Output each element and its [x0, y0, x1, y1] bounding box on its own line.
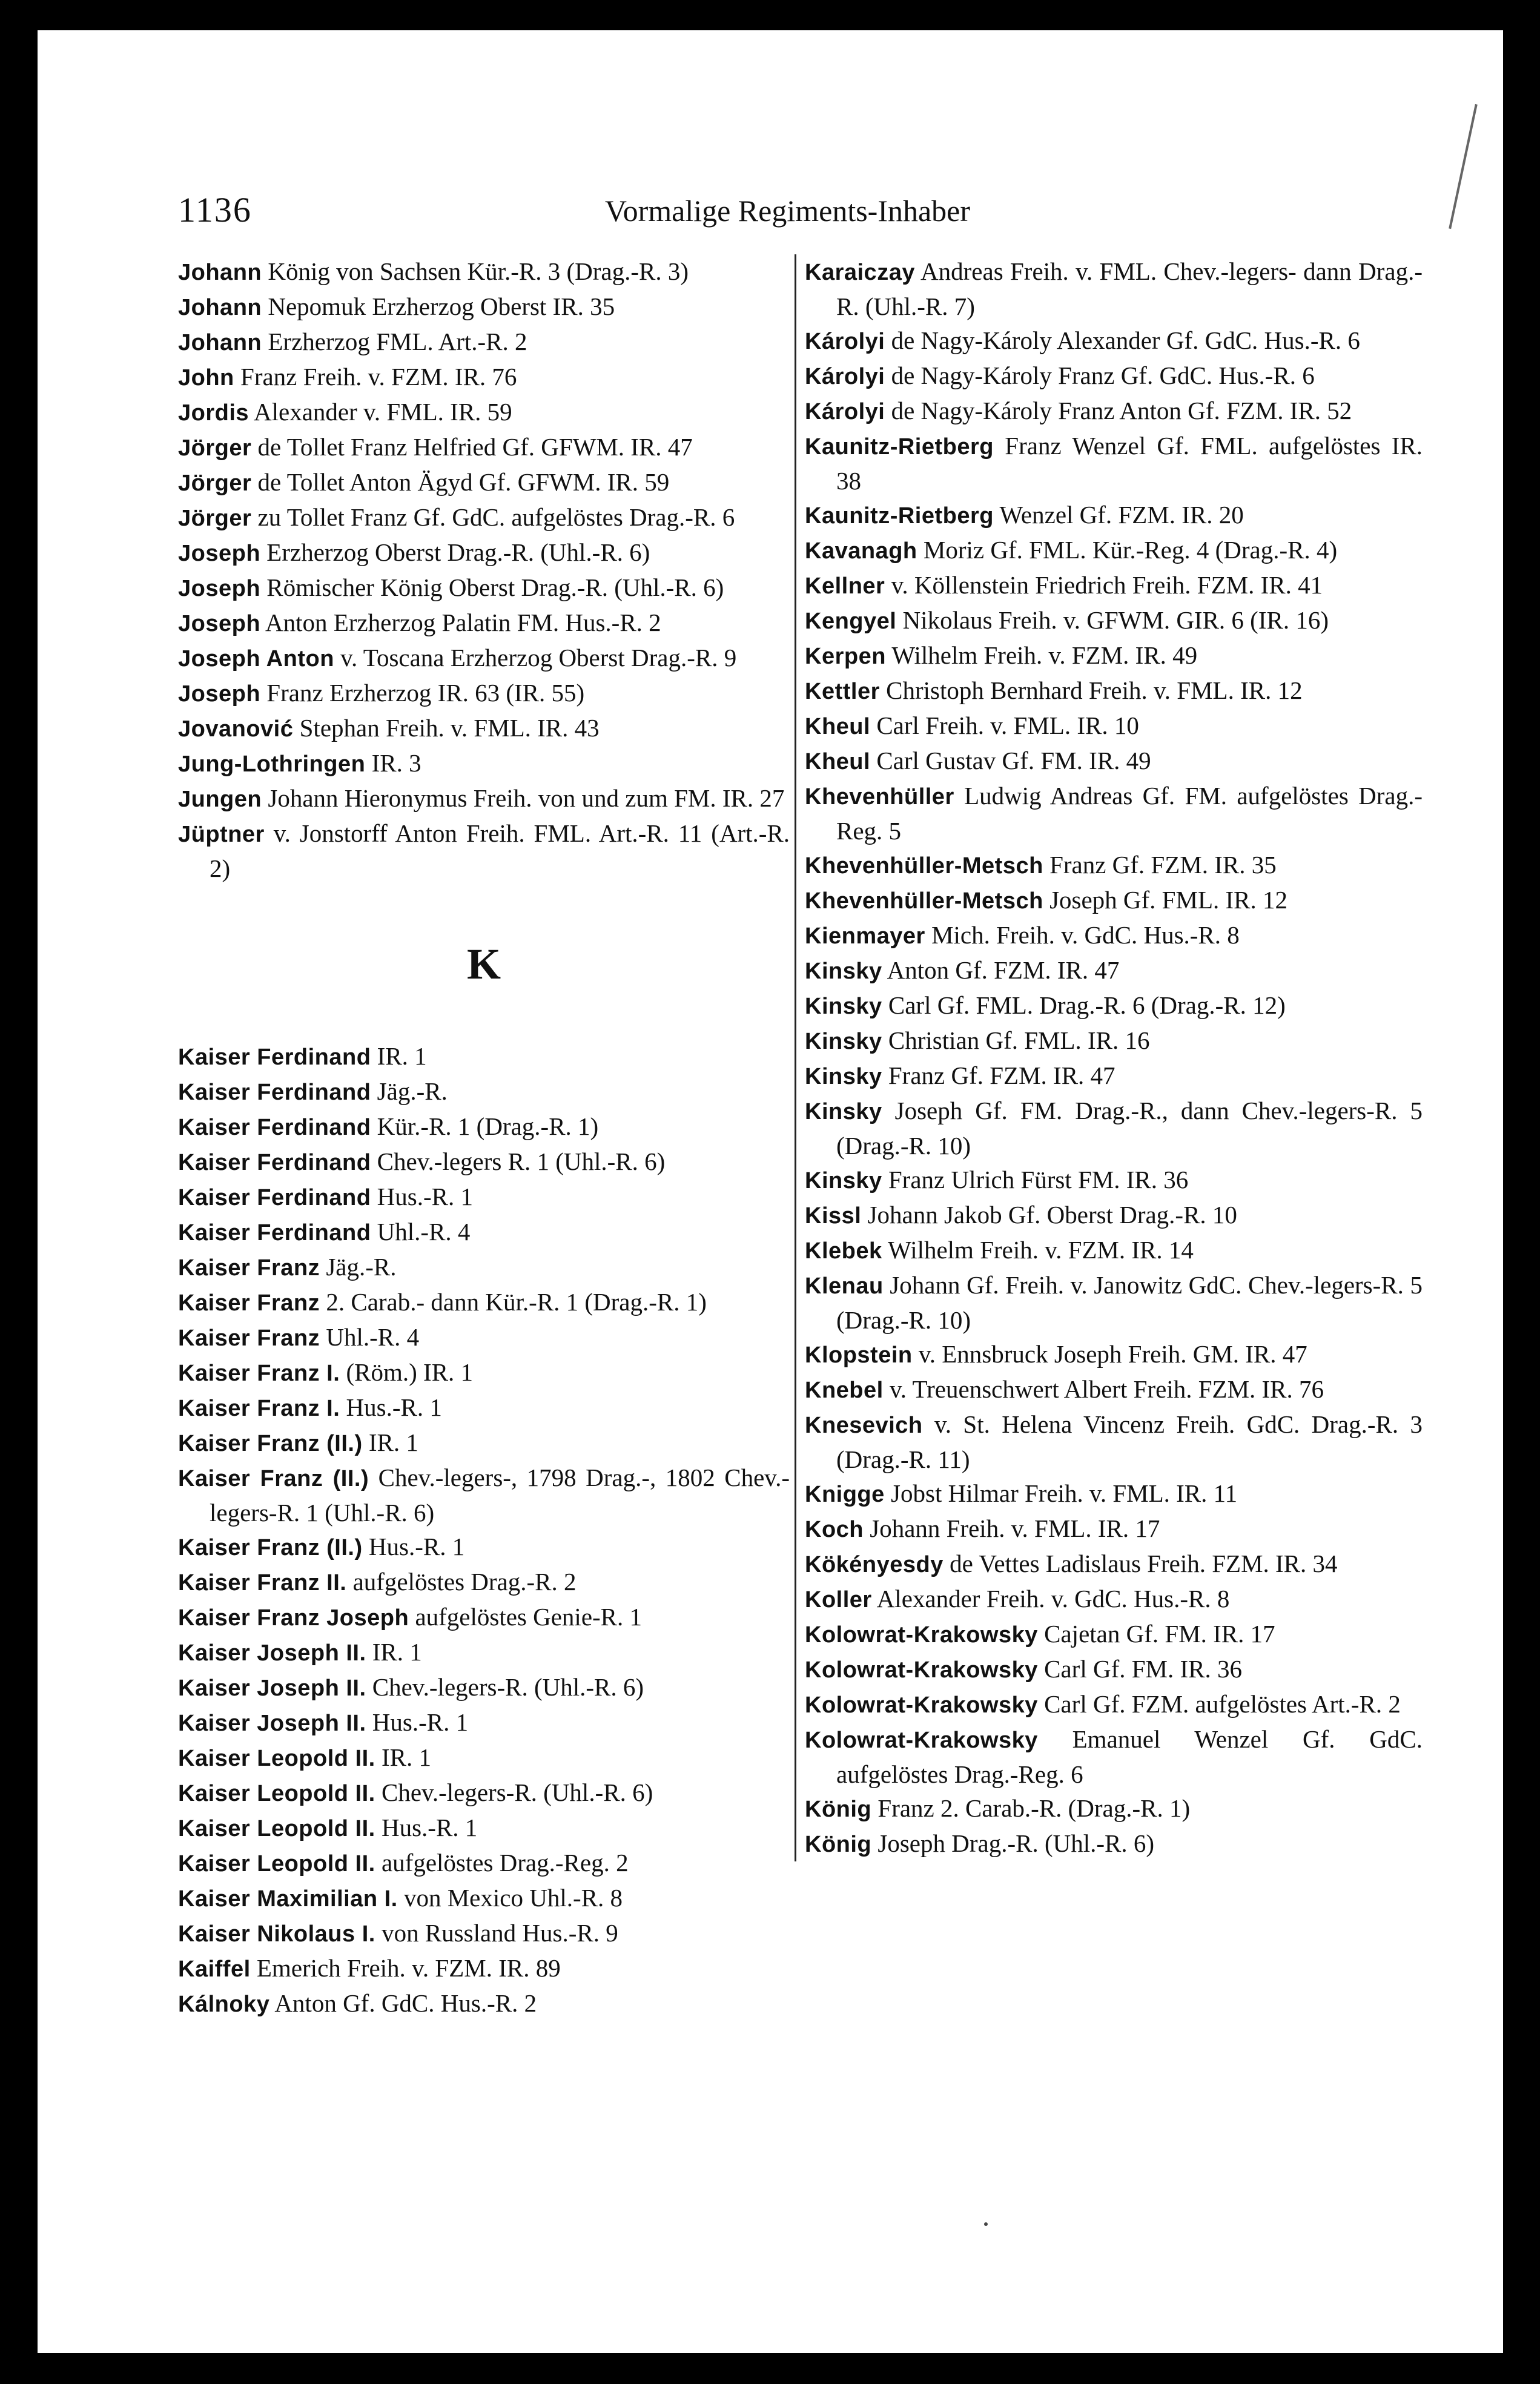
entry-detail: de Vettes Ladislaus Freih. FZM. IR. 34 — [943, 1550, 1338, 1577]
entry-name: Kaiser Franz — [178, 1326, 320, 1351]
entry-detail: de Nagy-Károly Franz Gf. GdC. Hus.-R. 6 — [885, 362, 1315, 389]
entry-name: Jörger — [178, 506, 252, 531]
entry-name: Kaiser Franz (II.) — [178, 1535, 363, 1560]
register-entry — [178, 1951, 790, 1986]
entry-name: Kinsky — [805, 994, 882, 1019]
register-entry — [805, 1687, 1423, 1722]
entry-name: Kinsky — [805, 1168, 882, 1194]
register-entry — [178, 1285, 790, 1320]
entry-detail: Christian Gf. FML. IR. 16 — [882, 1026, 1150, 1054]
register-entry — [178, 1740, 790, 1775]
entry-detail: Anton Erzherzog Palatin FM. Hus.-R. 2 — [260, 609, 661, 636]
entry-detail: IR. 1 — [362, 1428, 418, 1456]
register-entry — [805, 1547, 1423, 1582]
entry-name: Joseph — [178, 681, 261, 707]
entry-detail: Hus.-R. 1 — [375, 1814, 478, 1841]
entry-name: König — [805, 1797, 872, 1822]
register-entry — [805, 918, 1423, 953]
register-entry — [805, 848, 1423, 883]
register-entry — [178, 430, 790, 465]
entry-detail: Franz Erzherzog IR. 63 (IR. 55) — [260, 679, 585, 707]
entry-name: Jörger — [178, 471, 252, 496]
entry-name: Knigge — [805, 1482, 885, 1507]
entry-name: John — [178, 365, 234, 391]
entry-name: Klebek — [805, 1238, 882, 1264]
register-entry — [178, 1215, 790, 1250]
entry-detail: Jäg.-R. — [371, 1077, 448, 1105]
register-entry — [178, 570, 790, 606]
entry-name: Klenau — [805, 1273, 884, 1299]
entry-name: Kinsky — [805, 1029, 882, 1054]
entry-name: Jörger — [178, 435, 252, 461]
register-entry — [805, 1617, 1423, 1652]
entry-detail: Chev.-legers-R. (Uhl.-R. 6) — [366, 1673, 644, 1701]
entry-name: Kinsky — [805, 1099, 882, 1124]
register-entry — [805, 673, 1423, 708]
register-entry — [178, 816, 790, 885]
register-entry — [805, 1023, 1423, 1058]
entry-name: Kaiser Ferdinand — [178, 1080, 371, 1105]
entry-detail: Mich. Freih. v. GdC. Hus.-R. 8 — [925, 921, 1240, 949]
entry-detail: Stephan Freih. v. FML. IR. 43 — [293, 714, 600, 742]
entry-name: Joseph — [178, 576, 261, 601]
entry-name: Kaiser Franz I. — [178, 1396, 340, 1421]
register-entry — [805, 394, 1423, 429]
register-entry — [805, 568, 1423, 603]
entry-detail: Franz Freih. v. FZM. IR. 76 — [234, 363, 517, 391]
register-entry — [805, 429, 1423, 498]
entry-name: Kaiser Leopold II. — [178, 1816, 375, 1841]
register-entry — [178, 1144, 790, 1180]
register-entry — [805, 988, 1423, 1023]
entry-detail: IR. 1 — [366, 1638, 422, 1666]
entry-name: Johann — [178, 295, 262, 320]
register-entry — [178, 1320, 790, 1355]
entry-detail: Carl Gustav Gf. FM. IR. 49 — [870, 747, 1151, 774]
entry-detail: aufgelöstes Drag.-R. 2 — [346, 1568, 577, 1596]
entry-detail: Anton Gf. GdC. Hus.-R. 2 — [269, 1989, 537, 2017]
entry-name: Jung-Lothringen — [178, 751, 366, 777]
section-letter-heading: K — [466, 940, 501, 988]
register-entry — [805, 1268, 1423, 1337]
register-entry — [178, 781, 790, 816]
entry-name: Kerpen — [805, 644, 886, 669]
entry-detail: Jäg.-R. — [320, 1253, 397, 1281]
entry-detail: v. St. Helena Vincenz Freih. GdC. Drag.-R. 3 (Drag.-R. 11) — [836, 1410, 1423, 1473]
entry-detail: König von Sachsen Kür.-R. 3 (Drag.-R. 3) — [262, 257, 689, 285]
register-entry — [178, 1705, 790, 1740]
register-entry — [805, 953, 1423, 988]
register-entry — [178, 606, 790, 641]
entry-detail: Andreas Freih. v. FML. Chev.-legers- dann Drag.-R. (Uhl.-R. 7) — [836, 257, 1423, 320]
entry-name: Kavanagh — [805, 538, 917, 564]
entry-name: Khevenhüller-Metsch — [805, 888, 1043, 914]
left-column — [178, 254, 790, 2021]
entry-name: Kellner — [805, 573, 885, 599]
right-column — [795, 254, 1423, 1861]
entry-name: Klopstein — [805, 1342, 913, 1368]
register-entry — [805, 1372, 1423, 1407]
entry-detail: Franz Ulrich Fürst FM. IR. 36 — [882, 1166, 1189, 1194]
entry-detail: Ludwig Andreas Gf. FM. aufgelöstes Drag.-Reg. 5 — [836, 782, 1423, 845]
register-entry — [178, 1986, 790, 2021]
register-entry — [178, 465, 790, 500]
scan-dot — [984, 2222, 988, 2226]
entry-name: Kaiser Franz (II.) — [178, 1466, 369, 1491]
register-entry — [805, 1511, 1423, 1547]
entry-detail: Jobst Hilmar Freih. v. FML. IR. 11 — [884, 1479, 1238, 1507]
entries-k-right — [805, 254, 1423, 1861]
entry-name: Kaiser Leopold II. — [178, 1781, 375, 1806]
entry-name: Kaiser Franz II. — [178, 1570, 347, 1596]
entry-name: Knebel — [805, 1378, 884, 1403]
register-entry — [805, 358, 1423, 394]
entry-name: Kaiser Franz Joseph — [178, 1605, 409, 1631]
entry-detail: v. Treuenschwert Albert Freih. FZM. IR. 76 — [883, 1375, 1324, 1403]
entry-name: Kinsky — [805, 959, 882, 984]
entry-detail: Uhl.-R. 4 — [320, 1323, 420, 1351]
register-entry — [178, 1670, 790, 1705]
entry-name: Khevenhüller-Metsch — [805, 853, 1043, 879]
entry-name: Kökényesdy — [805, 1552, 943, 1577]
entry-detail: de Tollet Anton Ägyd Gf. GFWM. IR. 59 — [251, 468, 670, 496]
entry-detail: Anton Gf. FZM. IR. 47 — [882, 956, 1120, 984]
entry-name: Kaiser Ferdinand — [178, 1150, 371, 1175]
entry-detail: von Mexico Uhl.-R. 8 — [397, 1884, 623, 1912]
register-entry — [178, 676, 790, 711]
page-number: 1136 — [178, 190, 252, 229]
entry-name: Kolowrat-Krakowsky — [805, 1728, 1038, 1753]
running-title: Vormalige Regiments-Inhaber — [604, 194, 970, 228]
entry-detail: Johann Gf. Freih. v. Janowitz GdC. Chev.-legers-R. 5 (Drag.-R. 10) — [836, 1271, 1423, 1334]
register-entry — [805, 1198, 1423, 1233]
entry-detail: Erzherzog Oberst Drag.-R. (Uhl.-R. 6) — [260, 538, 650, 566]
entry-name: Kaiser Franz (II.) — [178, 1431, 363, 1456]
register-entry — [805, 603, 1423, 638]
register-entry — [178, 1180, 790, 1215]
entry-detail: Wenzel Gf. FZM. IR. 20 — [994, 501, 1244, 529]
register-entry — [178, 746, 790, 781]
register-entry — [805, 533, 1423, 568]
register-entry — [178, 395, 790, 430]
entry-detail: Johann Hieronymus Freih. von und zum FM. IR. 27 — [262, 784, 785, 812]
register-entry — [805, 1826, 1423, 1861]
register-entry — [805, 1163, 1423, 1198]
entry-detail: Moriz Gf. FML. Kür.-Reg. 4 (Drag.-R. 4) — [917, 536, 1338, 564]
entry-detail: Franz 2. Carab.-R. (Drag.-R. 1) — [871, 1794, 1191, 1822]
entry-name: Johann — [178, 330, 262, 355]
entry-name: Joseph — [178, 541, 261, 566]
entry-detail: Carl Freih. v. FML. IR. 10 — [870, 712, 1139, 739]
entry-name: Kaiser Franz — [178, 1290, 320, 1316]
entry-name: Joseph — [178, 611, 261, 636]
entry-name: Koch — [805, 1517, 864, 1542]
entry-detail: de Tollet Franz Helfried Gf. GFWM. IR. 47 — [251, 433, 693, 461]
register-entry — [178, 1775, 790, 1811]
register-entry — [178, 1916, 790, 1951]
entry-name: Kettler — [805, 679, 880, 704]
register-entry — [805, 1652, 1423, 1687]
entry-name: Kaiser Nikolaus I. — [178, 1921, 375, 1947]
register-entry — [805, 1582, 1423, 1617]
entry-detail: v. Ennsbruck Joseph Freih. GM. IR. 47 — [912, 1340, 1307, 1368]
entry-detail: aufgelöstes Drag.-Reg. 2 — [375, 1849, 629, 1877]
entry-detail: Carl Gf. FM. IR. 36 — [1037, 1655, 1242, 1683]
register-entry — [178, 535, 790, 570]
register-entry — [178, 289, 790, 325]
register-entry — [805, 1476, 1423, 1511]
register-entry — [178, 1355, 790, 1390]
entry-name: Kaunitz-Rietberg — [805, 503, 994, 529]
register-entry — [178, 1565, 790, 1600]
entry-detail: Johann Jakob Gf. Oberst Drag.-R. 10 — [861, 1201, 1237, 1229]
entry-name: Kheul — [805, 714, 871, 739]
entry-detail: Emerich Freih. v. FZM. IR. 89 — [250, 1954, 561, 1982]
entry-detail: Cajetan Gf. FM. IR. 17 — [1037, 1620, 1275, 1648]
entry-detail: IR. 1 — [375, 1743, 431, 1771]
entry-name: Kaiser Franz — [178, 1255, 320, 1281]
register-entry — [805, 1722, 1423, 1791]
register-entry — [178, 1109, 790, 1144]
register-entry — [178, 641, 790, 676]
entry-detail: (Röm.) IR. 1 — [340, 1358, 474, 1386]
entry-detail: Christoph Bernhard Freih. v. FML. IR. 12 — [879, 676, 1303, 704]
entry-detail: Hus.-R. 1 — [371, 1183, 473, 1210]
entry-detail: Johann Freih. v. FML. IR. 17 — [864, 1514, 1160, 1542]
register-entry — [178, 500, 790, 535]
entry-detail: Franz Wenzel Gf. FML. aufgelöstes IR. 38 — [836, 432, 1423, 495]
entry-detail: Römischer König Oberst Drag.-R. (Uhl.-R. 6) — [260, 573, 724, 601]
entry-name: Knesevich — [805, 1413, 923, 1438]
entry-detail: de Nagy-Károly Franz Anton Gf. FZM. IR. 52 — [885, 397, 1352, 424]
register-entry — [805, 1337, 1423, 1372]
entry-detail: Carl Gf. FML. Drag.-R. 6 (Drag.-R. 12) — [882, 991, 1286, 1019]
entry-name: Jordis — [178, 400, 250, 426]
entry-name: Khevenhüller — [805, 784, 954, 810]
entry-detail: von Russland Hus.-R. 9 — [375, 1919, 618, 1947]
register-entry — [178, 1600, 790, 1635]
register-entry — [178, 1846, 790, 1881]
entry-detail: zu Tollet Franz Gf. GdC. aufgelöstes Drag.-R. 6 — [251, 503, 735, 531]
entry-detail: Wilhelm Freih. v. FZM. IR. 14 — [882, 1236, 1194, 1264]
entry-detail: Joseph Drag.-R. (Uhl.-R. 6) — [871, 1829, 1155, 1857]
entry-name: Kolowrat-Krakowsky — [805, 1657, 1038, 1683]
entries-k-left — [178, 1039, 790, 2021]
book-page — [38, 30, 1503, 2353]
entry-name: Kaiser Franz I. — [178, 1361, 340, 1386]
entry-detail: v. Jonstorff Anton Freih. FML. Art.-R. 11 (Art.-R. 2) — [210, 819, 790, 882]
entry-detail: Chev.-legers R. 1 (Uhl.-R. 6) — [371, 1147, 666, 1175]
register-entry — [178, 360, 790, 395]
entry-detail: IR. 3 — [365, 749, 421, 777]
entry-detail: de Nagy-Károly Alexander Gf. GdC. Hus.-R. 6 — [885, 326, 1360, 354]
entry-name: Karaiczay — [805, 260, 915, 285]
entry-detail: IR. 1 — [371, 1042, 427, 1070]
entry-detail: Chev.-legers-, 1798 Drag.-, 1802 Chev.-legers-R. 1 (Uhl.-R. 6) — [210, 1464, 790, 1527]
register-entry — [805, 883, 1423, 918]
entry-name: König — [805, 1832, 872, 1857]
register-entry — [805, 1407, 1423, 1476]
register-entry — [178, 1811, 790, 1846]
entry-detail: v. Toscana Erzherzog Oberst Drag.-R. 9 — [334, 644, 737, 672]
register-entry — [178, 1039, 790, 1074]
entry-name: Jungen — [178, 787, 262, 812]
entry-detail: Wilhelm Freih. v. FZM. IR. 49 — [885, 641, 1198, 669]
entry-detail: Hus.-R. 1 — [362, 1533, 465, 1560]
entry-name: Kolowrat-Krakowsky — [805, 1622, 1038, 1648]
register-entry — [178, 325, 790, 360]
entry-name: Kaiser Ferdinand — [178, 1185, 371, 1210]
entry-name: Kengyel — [805, 609, 897, 634]
entry-detail: Joseph Gf. FML. IR. 12 — [1043, 886, 1287, 914]
entry-detail: aufgelöstes Genie-R. 1 — [409, 1603, 643, 1631]
entry-name: Kaiser Ferdinand — [178, 1220, 371, 1246]
register-entry — [805, 1094, 1423, 1163]
register-entry — [178, 1461, 790, 1530]
entry-detail: Chev.-legers-R. (Uhl.-R. 6) — [375, 1778, 653, 1806]
register-entry — [805, 498, 1423, 533]
entry-detail: Alexander Freih. v. GdC. Hus.-R. 8 — [871, 1585, 1230, 1613]
entry-name: Kaiser Maximilian I. — [178, 1886, 398, 1912]
register-entry — [805, 744, 1423, 779]
entry-name: Kaiser Joseph II. — [178, 1676, 366, 1701]
entry-detail: Alexander v. FML. IR. 59 — [249, 398, 512, 426]
register-entry — [805, 779, 1423, 848]
register-entry — [805, 254, 1423, 323]
entry-name: Kinsky — [805, 1064, 882, 1089]
entry-name: Koller — [805, 1587, 872, 1613]
entry-name: Károlyi — [805, 399, 885, 424]
entry-name: Kolowrat-Krakowsky — [805, 1692, 1038, 1718]
register-entry — [178, 711, 790, 746]
entry-detail: v. Köllenstein Friedrich Freih. FZM. IR. 41 — [885, 571, 1323, 599]
running-header — [38, 190, 1503, 232]
register-entry — [805, 323, 1423, 358]
entry-name: Kheul — [805, 749, 871, 774]
entry-name: Kaiser Ferdinand — [178, 1115, 371, 1140]
entry-name: Kálnoky — [178, 1992, 270, 2017]
entry-name: Kaunitz-Rietberg — [805, 434, 994, 460]
entry-name: Kaiser Joseph II. — [178, 1640, 366, 1666]
register-entry — [805, 1058, 1423, 1094]
entry-name: Kaiser Leopold II. — [178, 1851, 375, 1877]
entry-name: Kaiser Leopold II. — [178, 1746, 375, 1771]
entries-j — [178, 254, 790, 885]
register-entry — [178, 1425, 790, 1461]
entry-name: Kaiser Ferdinand — [178, 1045, 371, 1070]
entry-name: Jovanović — [178, 716, 294, 742]
entry-name: Kaiffel — [178, 1956, 251, 1982]
register-entry — [805, 638, 1423, 673]
entry-detail: Hus.-R. 1 — [366, 1708, 469, 1736]
entry-name: Jüptner — [178, 822, 265, 847]
register-entry — [805, 1233, 1423, 1268]
entry-detail: Franz Gf. FZM. IR. 47 — [882, 1062, 1115, 1089]
register-entry — [178, 254, 790, 289]
entry-name: Joseph Anton — [178, 646, 334, 672]
register-entry — [178, 1250, 790, 1285]
entry-detail: Nepomuk Erzherzog Oberst IR. 35 — [262, 292, 615, 320]
entry-detail: Uhl.-R. 4 — [371, 1218, 471, 1246]
entry-name: Kissl — [805, 1203, 862, 1229]
entry-name: Kienmayer — [805, 923, 925, 949]
entry-detail: Nikolaus Freih. v. GFWM. GIR. 6 (IR. 16) — [896, 606, 1329, 634]
entry-detail: Kür.-R. 1 (Drag.-R. 1) — [371, 1112, 599, 1140]
entry-detail: Erzherzog FML. Art.-R. 2 — [262, 328, 527, 355]
entry-detail: Carl Gf. FZM. aufgelöstes Art.-R. 2 — [1037, 1690, 1401, 1718]
entry-detail: Franz Gf. FZM. IR. 35 — [1043, 851, 1277, 879]
register-entry — [178, 1074, 790, 1109]
register-entry — [178, 1390, 790, 1425]
entry-detail: 2. Carab.- dann Kür.-R. 1 (Drag.-R. 1) — [320, 1288, 707, 1316]
entry-name: Károlyi — [805, 329, 885, 354]
register-entry — [805, 708, 1423, 744]
entry-name: Kaiser Joseph II. — [178, 1711, 366, 1736]
entry-name: Károlyi — [805, 364, 885, 389]
entry-name: Johann — [178, 260, 262, 285]
register-entry — [805, 1791, 1423, 1826]
register-entry — [178, 1530, 790, 1565]
register-entry — [178, 1635, 790, 1670]
entry-detail: Emanuel Wenzel Gf. GdC. aufgelöstes Drag.-Reg. 6 — [836, 1725, 1423, 1788]
entry-detail: Joseph Gf. FM. Drag.-R., dann Chev.-legers-R. 5 (Drag.-R. 10) — [836, 1097, 1423, 1160]
entry-detail: Hus.-R. 1 — [340, 1393, 442, 1421]
register-entry — [178, 1881, 790, 1916]
